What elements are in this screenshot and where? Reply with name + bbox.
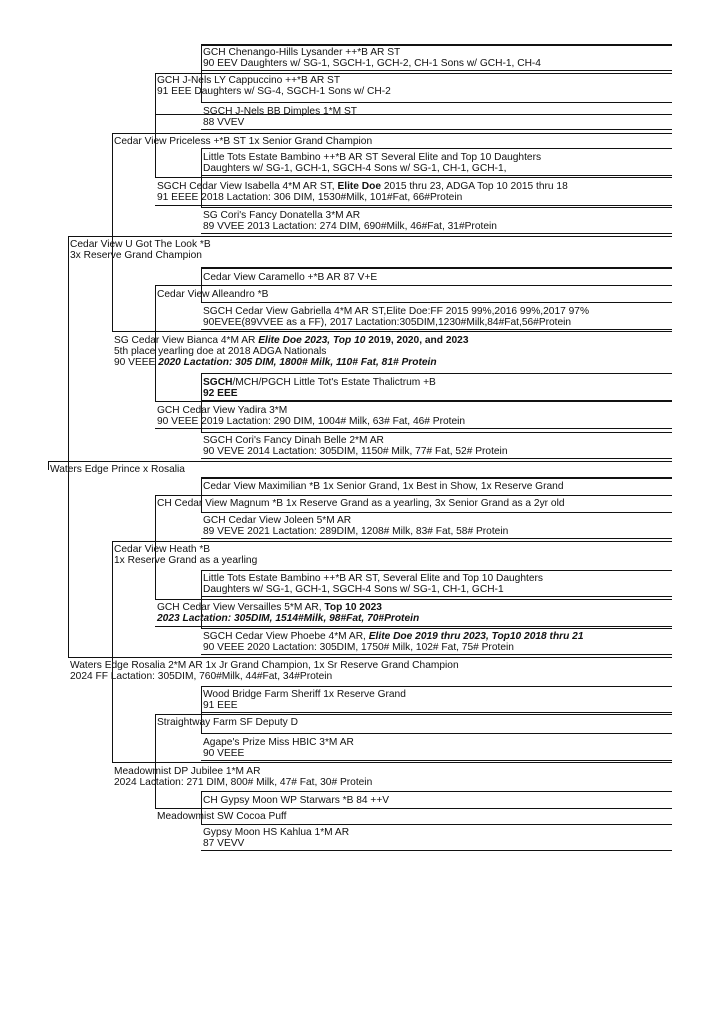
pedigree-entry-sire — [70, 239, 211, 261]
entry-text: 90 VEEE 2019 Lactation: 290 DIM, 1004# Milk, 63# Fat, 46# Protein — [157, 416, 466, 427]
pedigree-entry-sire-sire-sire-sire — [203, 47, 541, 69]
entry-line — [114, 544, 257, 555]
divider-line — [201, 570, 672, 571]
entry-text: Waters Edge Prince x Rosalia — [50, 464, 185, 475]
pedigree-entry-dam-sire — [114, 544, 257, 566]
entry-text: 2024 FF Lactation: 305DIM, 760#Milk, 44#Fat, 34#Protein — [70, 671, 333, 682]
pedigree-entry-dam-sire-dam-dam — [203, 631, 584, 653]
entry-text: 91 EEE Daughters w/ SG-4, SGCH-1 Sons w/ CH-2 — [157, 86, 391, 97]
pedigree-entry-dam-dam-dam-dam — [203, 827, 349, 849]
entry-text: 91 EEEE 2018 Lactation: 306 DIM, 1530#Milk, 101#Fat, 66#Protein — [157, 192, 463, 203]
entry-text: Meadowmist SW Cocoa Puff — [157, 811, 287, 822]
entry-line — [157, 602, 419, 613]
divider-line — [112, 541, 672, 542]
divider-line — [155, 177, 672, 178]
divider-line — [155, 73, 672, 74]
entry-text: Agape's Prize Miss HBIC 3*M AR — [203, 737, 354, 748]
entry-line — [203, 272, 377, 283]
entry-line — [203, 827, 349, 838]
underline-rule — [201, 654, 672, 655]
entry-text: Elite Doe — [337, 181, 382, 192]
entry-text: Cedar View Caramello +*B AR 87 V+E — [203, 272, 378, 283]
entry-text: CH Cedar View Magnum *B 1x Reserve Grand as a yearling, 3x Senior Grand as a 2yr old — [157, 498, 565, 509]
divider-line — [201, 824, 672, 825]
entry-line — [203, 748, 354, 759]
pedigree-entry-dam-dam-sire-dam — [203, 737, 354, 759]
entry-text: 89 VVEE 2013 Lactation: 274 DIM, 690#Milk, 46#Fat, 31#Protein — [203, 221, 497, 232]
pedigree-entry-sire-dam-dam — [157, 405, 465, 427]
entry-line — [114, 346, 469, 357]
connector-line — [155, 714, 156, 808]
entry-line — [50, 464, 185, 475]
pedigree-entry-dam-sire-dam-sire — [203, 573, 543, 595]
entry-line — [203, 689, 406, 700]
entry-line — [157, 192, 568, 203]
connector-line — [48, 461, 49, 470]
entry-line — [114, 357, 469, 368]
pedigree-entry-dam-sire-sire — [157, 498, 565, 509]
entry-text: Cedar View Priceless +*B ST 1x Senior Grand Champion — [114, 136, 373, 147]
entry-text: 88 VVEV — [203, 117, 245, 128]
divider-line — [201, 477, 672, 479]
divider-line — [155, 285, 672, 286]
entry-line — [203, 377, 436, 388]
pedigree-entry-dam-dam-sire — [157, 717, 298, 728]
entry-line — [203, 526, 508, 537]
entry-line — [157, 416, 465, 427]
entry-text: /MCH/PGCH Little Tot's Estate Thalictrum +B — [232, 377, 436, 388]
pedigree-entry-sire-dam-sire-dam — [203, 306, 589, 328]
pedigree-entry-dam — [70, 660, 459, 682]
divider-line — [201, 432, 672, 433]
entry-line — [157, 289, 268, 300]
pedigree-entry-sire-dam-dam-sire — [203, 377, 436, 399]
entry-line — [70, 671, 459, 682]
connector-line — [155, 73, 156, 177]
underline-rule — [155, 114, 672, 115]
divider-line — [201, 267, 672, 269]
entry-line — [203, 515, 508, 526]
entry-text: SG Cori's Fancy Donatella 3*M AR — [203, 210, 361, 221]
divider-line — [112, 331, 672, 332]
underline-rule — [201, 458, 672, 459]
pedigree-entry-sire-dam-sire — [157, 289, 268, 300]
entry-text: 2015 thru 23, ADGA Top 10 2015 thru 18 — [381, 181, 568, 192]
divider-line — [68, 657, 672, 658]
divider-line — [201, 148, 672, 149]
entry-text: 90 VEEE — [114, 357, 159, 368]
underline-rule — [155, 626, 672, 627]
entry-text: 2023 Lactation: 305DIM, 1514#Milk, 98#Fat, 70#Protein — [157, 613, 420, 624]
entry-line — [157, 613, 419, 624]
entry-line — [114, 766, 372, 777]
entry-text: SGCH Cedar View Gabriella 4*M AR ST,Elite Doe:FF 2015 99%,2016 99%,2017 97% — [203, 306, 590, 317]
entry-text: Gypsy Moon HS Kahlua 1*M AR — [203, 827, 350, 838]
entry-line — [203, 795, 389, 806]
entry-text: SG Cedar View Bianca 4*M AR — [114, 335, 259, 346]
entry-text: GCH Cedar View Joleen 5*M AR — [203, 515, 352, 526]
pedigree-entry-dam-sire-dam — [157, 602, 419, 624]
divider-line — [155, 714, 672, 715]
entry-line — [157, 717, 298, 728]
entry-text: 90 VEEE — [203, 748, 245, 759]
pedigree-entry-dam-sire-sire-sire — [203, 481, 564, 492]
divider-line — [68, 236, 672, 237]
entry-line — [203, 106, 357, 117]
entry-text: 2020 Lactation: 305 DIM, 1800# Milk, 110# Fat, 81# Protein — [158, 357, 437, 368]
entry-line — [114, 555, 257, 566]
entry-text: Little Tots Estate Bambino ++*B AR ST Several Elite and Top 10 Daughters — [203, 152, 542, 163]
divider-line — [201, 628, 672, 629]
entry-text: GCH Chenango-Hills Lysander ++*B AR ST — [203, 47, 401, 58]
divider-line — [155, 808, 672, 809]
underline-rule — [201, 760, 672, 761]
divider-line — [201, 207, 672, 208]
entry-text: Meadowmist DP Jubilee 1*M AR — [114, 766, 261, 777]
divider-line — [201, 302, 672, 303]
entry-text: 90EVEE(89VVEE as a FF), 2017 Lactation:305DIM,1230#Milk,84#Fat,56#Protein — [203, 317, 572, 328]
entry-text: 2024 Lactation: 271 DIM, 800# Milk, 47# Fat, 30# Protein — [114, 777, 373, 788]
entry-text: 2019, 2020, and 2023 — [368, 335, 469, 346]
entry-line — [70, 660, 459, 671]
entry-text: Top 10 2023 — [324, 602, 382, 613]
pedigree-entry-dam-sire-sire-dam — [203, 515, 508, 537]
pedigree-entry-sire-sire-dam — [157, 181, 568, 203]
underline-rule — [201, 596, 672, 597]
underline-rule — [201, 850, 672, 851]
pedigree-entry-sire-sire-dam-dam — [203, 210, 497, 232]
entry-text: GCH Cedar View Versailles 5*M AR, — [157, 602, 325, 613]
divider-line — [201, 102, 672, 103]
underline-rule — [201, 538, 672, 539]
pedigree-entry-sire-sire-dam-sire — [203, 152, 541, 174]
pedigree-entry-sire-dam-sire-sire — [203, 272, 377, 283]
entry-line — [203, 317, 589, 328]
entry-line — [203, 737, 354, 748]
entry-text: 90 EEV Daughters w/ SG-1, SGCH-1, GCH-2, CH-1 Sons w/ GCH-1, CH-4 — [203, 58, 541, 69]
entry-text: 89 VEVE 2021 Lactation: 289DIM, 1208# Milk, 83# Fat, 58# Protein — [203, 526, 509, 537]
entry-line — [203, 435, 508, 446]
divider-line — [201, 373, 672, 374]
entry-line — [70, 239, 211, 250]
underline-rule — [155, 205, 672, 206]
divider-line — [201, 686, 672, 687]
pedigree-entry-dam-dam — [114, 766, 372, 788]
underline-rule — [201, 129, 672, 130]
divider-line — [112, 762, 672, 763]
entry-text: 91 EEE — [203, 700, 238, 711]
divider-line — [201, 791, 672, 792]
entry-line — [203, 210, 497, 221]
divider-line — [155, 599, 672, 600]
entry-text: 92 EEE — [203, 388, 238, 399]
entry-text: 3x Reserve Grand Champion — [70, 250, 202, 261]
divider-line — [48, 461, 672, 462]
entry-text: Wood Bridge Farm Sheriff 1x Reserve Grand — [203, 689, 406, 700]
entry-line — [203, 584, 543, 595]
connector-line — [112, 133, 113, 331]
pedigree-entry-sire-sire — [114, 136, 372, 147]
pedigree-entry-sire-dam-dam-dam — [203, 435, 508, 457]
entry-text: 90 VEEE 2020 Lactation: 305DIM, 1750# Milk, 102# Fat, 75# Protein — [203, 642, 514, 653]
entry-line — [203, 838, 349, 849]
divider-line — [201, 733, 672, 734]
entry-text: Cedar View Heath *B — [114, 544, 211, 555]
entry-text: SGCH — [203, 377, 233, 388]
entry-text: Daughters w/ SG-1, GCH-1, SGCH-4 Sons w/ SG-1, CH-1, GCH-1 — [203, 584, 504, 595]
pedigree-entry-dam-dam-dam-sire — [203, 795, 389, 806]
entry-line — [203, 47, 541, 58]
entry-line — [203, 163, 541, 174]
entry-text: Cedar View U Got The Look *B — [70, 239, 211, 250]
divider-line — [112, 133, 672, 134]
pedigree-entry-sire-sire-sire-dam — [203, 106, 357, 128]
divider-line — [201, 512, 672, 513]
entry-line — [70, 250, 211, 261]
pedigree-entry-sire-sire-sire — [157, 75, 391, 97]
entry-line — [203, 446, 508, 457]
entry-line — [114, 335, 469, 346]
entry-text: CH Gypsy Moon WP Starwars *B 84 ++V — [203, 795, 390, 806]
entry-line — [157, 811, 286, 822]
entry-line — [203, 388, 436, 399]
entry-text: 1x Reserve Grand as a yearling — [114, 555, 258, 566]
entry-line — [157, 498, 565, 509]
entry-text: SGCH J-Nels BB Dimples 1*M ST — [203, 106, 357, 117]
entry-line — [203, 573, 543, 584]
entry-line — [203, 642, 584, 653]
pedigree-entry-dam-dam-sire-sire — [203, 689, 406, 711]
entry-line — [203, 481, 564, 492]
entry-line — [114, 136, 372, 147]
entry-line — [157, 181, 568, 192]
entry-text: 90 VEVE 2014 Lactation: 305DIM, 1150# Milk, 77# Fat, 52# Protein — [203, 446, 508, 457]
divider-line — [155, 401, 672, 402]
pedigree-entry-subject — [50, 464, 185, 475]
entry-line — [203, 700, 406, 711]
entry-line — [203, 152, 541, 163]
entry-line — [157, 405, 465, 416]
entry-text: Cedar View Alleandro *B — [157, 289, 269, 300]
entry-text: Waters Edge Rosalia 2*M AR 1x Jr Grand Champion, 1x Sr Reserve Grand Champion — [70, 660, 459, 671]
entry-text: 5th place yearling doe at 2018 ADGA Nationals — [114, 346, 327, 357]
entry-text: Daughters w/ SG-1, GCH-1, SGCH-4 Sons w/ SG-1, CH-1, GCH-1, — [203, 163, 507, 174]
entry-text: 87 VEVV — [203, 838, 245, 849]
entry-line — [203, 221, 497, 232]
underline-rule — [155, 428, 672, 429]
entry-line — [203, 631, 584, 642]
underline-rule — [201, 70, 672, 71]
pedigree-entry-sire-dam — [114, 335, 469, 368]
entry-line — [203, 58, 541, 69]
entry-line — [114, 777, 372, 788]
entry-text: SGCH Cedar View Isabella 4*M AR ST, — [157, 181, 338, 192]
entry-text: GCH Cedar View Yadira 3*M — [157, 405, 288, 416]
underline-rule — [201, 712, 672, 713]
pedigree-entry-dam-dam-dam — [157, 811, 286, 822]
entry-text: GCH J-Nels LY Cappuccino ++*B AR ST — [157, 75, 341, 86]
entry-text: Cedar View Maximilian *B 1x Senior Grand, 1x Best in Show, 1x Reserve Grand — [203, 481, 564, 492]
connector-line — [112, 541, 113, 762]
entry-text: Elite Doe 2023, Top 10 — [258, 335, 369, 346]
entry-text: SGCH Cedar View Phoebe 4*M AR, — [203, 631, 369, 642]
entry-text: Straightway Farm SF Deputy D — [157, 717, 298, 728]
entry-line — [157, 75, 391, 86]
connector-line — [201, 148, 202, 177]
underline-rule — [201, 400, 672, 401]
underline-rule — [201, 329, 672, 330]
connector-line — [68, 236, 69, 657]
underline-rule — [201, 233, 672, 234]
connector-line — [201, 44, 202, 73]
entry-text: SGCH Cori's Fancy Dinah Belle 2*M AR — [203, 435, 384, 446]
entry-line — [157, 86, 391, 97]
underline-rule — [201, 175, 672, 176]
entry-text: Elite Doe 2019 thru 2023, Top10 2018 thru 21 — [368, 631, 584, 642]
entry-line — [203, 306, 589, 317]
entry-line — [203, 117, 357, 128]
divider-line — [201, 44, 672, 46]
entry-text: Little Tots Estate Bambino ++*B AR ST, Several Elite and Top 10 Daughters — [203, 573, 543, 584]
divider-line — [155, 495, 672, 496]
